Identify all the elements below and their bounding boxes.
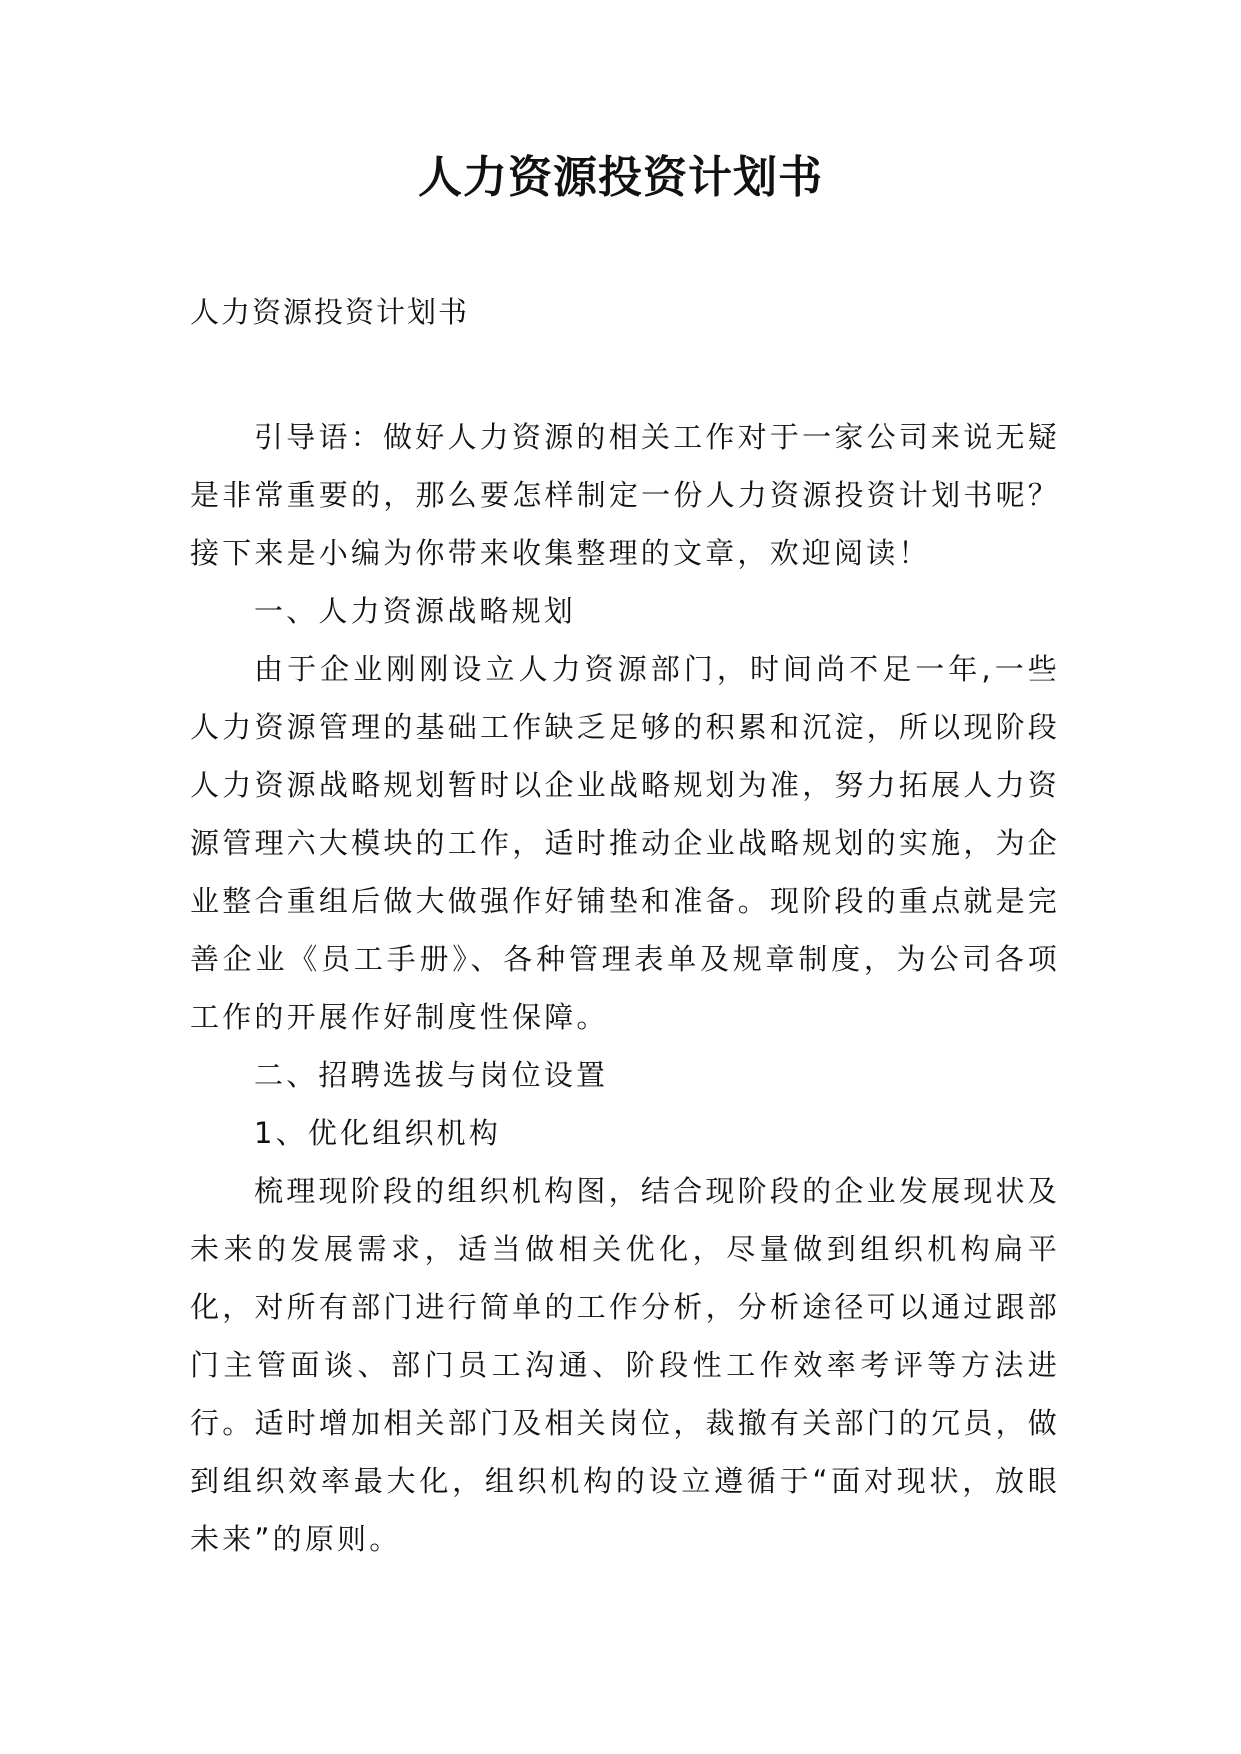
heading-strategy: 一、人力资源战略规划 <box>254 594 577 628</box>
paragraph-strategy: 由于企业刚刚设立人力资源部门，时间尚不足一年,一些人力资源管理的基础工作缺乏足够的积累和沉淀，所以现阶段人力资源战略规划暂时以企业战略规划为准，努力拓展人力资源管理六大模块的工作，适时推动企业战略规划的实施，为企业整合重组后做大做强作好铺垫和准备。现阶段的重点就是完善企业《员工手册》、各种管理表单及规章制度，为公司各项工作的开展作好制度性保障。 <box>190 652 1060 1034</box>
paragraph-organization: 梳理现阶段的组织机构图，结合现阶段的企业发展现状及未来的发展需求，适当做相关优化，尽量做到组织机构扁平化，对所有部门进行简单的工作分析，分析途径可以通过跟部门主管面谈、部门员工沟通、阶段性工作效率考评等方法进行。适时增加相关部门及相关岗位，裁撤有关部门的冗员，做到组织效率最大化，组织机构的设立遵循于“面对现状，放眼未来”的原则。 <box>190 1174 1060 1556</box>
document-title: 人力资源投资计划书 <box>418 152 823 203</box>
document-body <box>190 408 1060 1568</box>
paragraph-intro: 引导语：做好人力资源的相关工作对于一家公司来说无疑是非常重要的，那么要怎样制定一份人力资源投资计划书呢？接下来是小编为你带来收集整理的文章，欢迎阅读！ <box>190 420 1060 570</box>
document-subtitle: 人力资源投资计划书 <box>190 295 470 329</box>
heading-recruitment: 二、招聘选拔与岗位设置 <box>254 1058 609 1092</box>
heading-organization: 1、优化组织机构 <box>254 1116 502 1150</box>
